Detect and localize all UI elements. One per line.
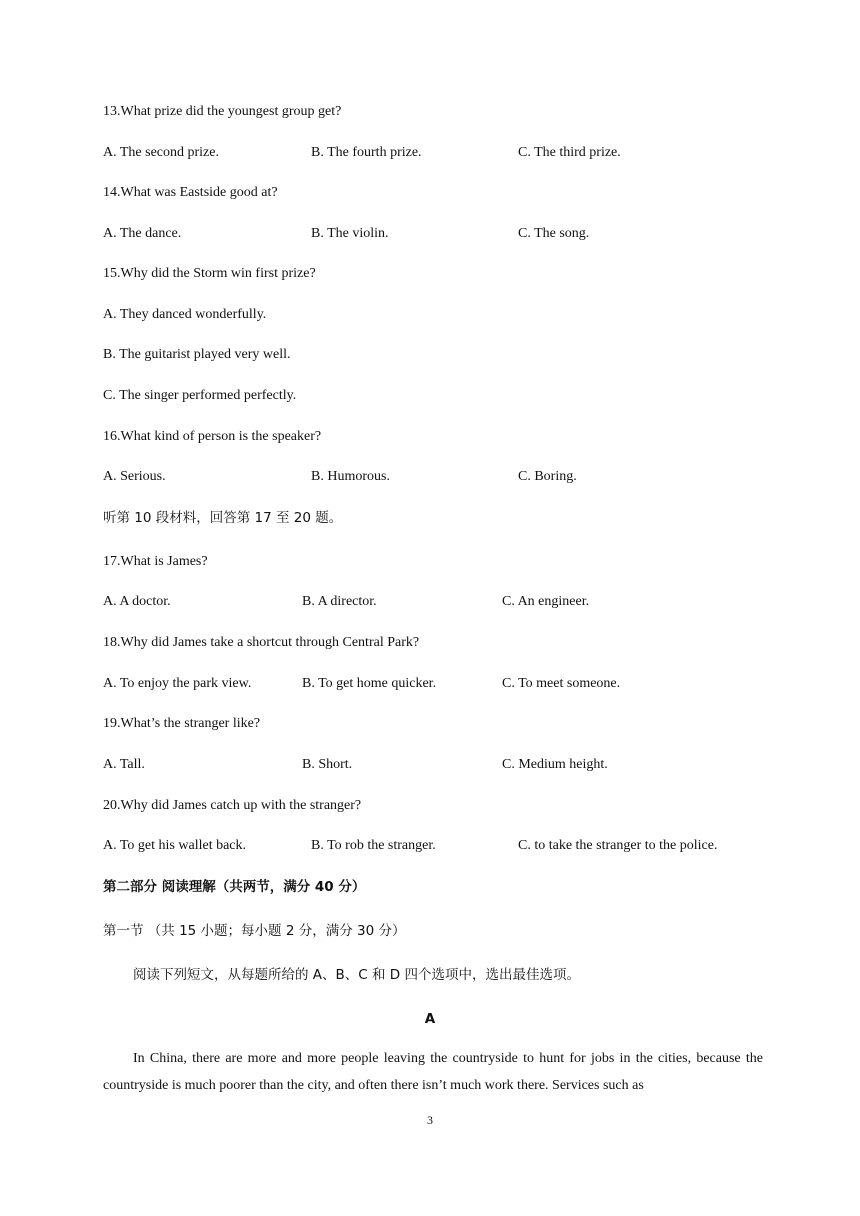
- reading-instruction: 阅读下列短文，从每题所给的 A、B、C 和 D 四个选项中，选出最佳选项。: [133, 967, 580, 983]
- question-15-option-a: A. They danced wonderfully.: [103, 307, 267, 322]
- question-20-option-a: A. To get his wallet back.: [103, 838, 247, 853]
- section-1-title: 第一节 （共 15 小题；每小题 2 分，满分 30 分）: [103, 923, 406, 939]
- question-14-option-c: C. The song.: [518, 226, 590, 241]
- question-19-option-c: C. Medium height.: [502, 757, 608, 772]
- page-number: 3: [427, 1113, 433, 1127]
- section-10-heading: 听第 10 段材料，回答第 17 至 20 题。: [103, 510, 343, 526]
- passage-letter: A: [424, 1011, 436, 1027]
- question-13-option-c: C. The third prize.: [518, 145, 621, 160]
- question-19-option-b: B. Short.: [302, 757, 353, 772]
- question-14-option-a: A. The dance.: [103, 226, 182, 241]
- passage-text: In China, there are more and more people leaving the countryside to hunt for jobs in the cities, because the countryside is much poorer than the city, and often there isn’t much work there. Services such as: [103, 1051, 763, 1093]
- question-19-stem: 19.What’s the stranger like?: [103, 716, 261, 731]
- question-18-option-b: B. To get home quicker.: [302, 676, 437, 691]
- question-17-option-b: B. A director.: [302, 594, 377, 609]
- question-13-option-a: A. The second prize.: [103, 145, 219, 160]
- question-18-option-a: A. To enjoy the park view.: [103, 676, 252, 691]
- question-15-option-c: C. The singer performed perfectly.: [103, 388, 297, 403]
- question-17-option-c: C. An engineer.: [502, 594, 590, 609]
- question-20-option-c: C. to take the stranger to the police.: [518, 838, 718, 853]
- question-16-option-a: A. Serious.: [103, 469, 166, 484]
- question-15-stem: 15.Why did the Storm win first prize?: [103, 266, 316, 281]
- question-14-stem: 14.What was Eastside good at?: [103, 185, 278, 200]
- question-16-stem: 16.What kind of person is the speaker?: [103, 429, 322, 444]
- question-17-stem: 17.What is James?: [103, 554, 208, 569]
- question-18-stem: 18.Why did James take a shortcut through Central Park?: [103, 635, 420, 650]
- question-13-option-b: B. The fourth prize.: [311, 145, 422, 160]
- question-14-option-b: B. The violin.: [311, 226, 389, 241]
- question-20-option-b: B. To rob the stranger.: [311, 838, 436, 853]
- question-17-option-a: A. A doctor.: [103, 594, 171, 609]
- question-16-option-c: C. Boring.: [518, 469, 577, 484]
- question-20-stem: 20.Why did James catch up with the stranger?: [103, 798, 362, 813]
- question-18-option-c: C. To meet someone.: [502, 676, 621, 691]
- passage-paragraph: [103, 1045, 763, 1099]
- question-16-option-b: B. Humorous.: [311, 469, 390, 484]
- part-2-title: 第二部分 阅读理解（共两节，满分 40 分）: [103, 879, 366, 895]
- question-19-option-a: A. Tall.: [103, 757, 145, 772]
- question-15-option-b: B. The guitarist played very well.: [103, 347, 291, 362]
- question-13-stem: 13.What prize did the youngest group get?: [103, 104, 342, 119]
